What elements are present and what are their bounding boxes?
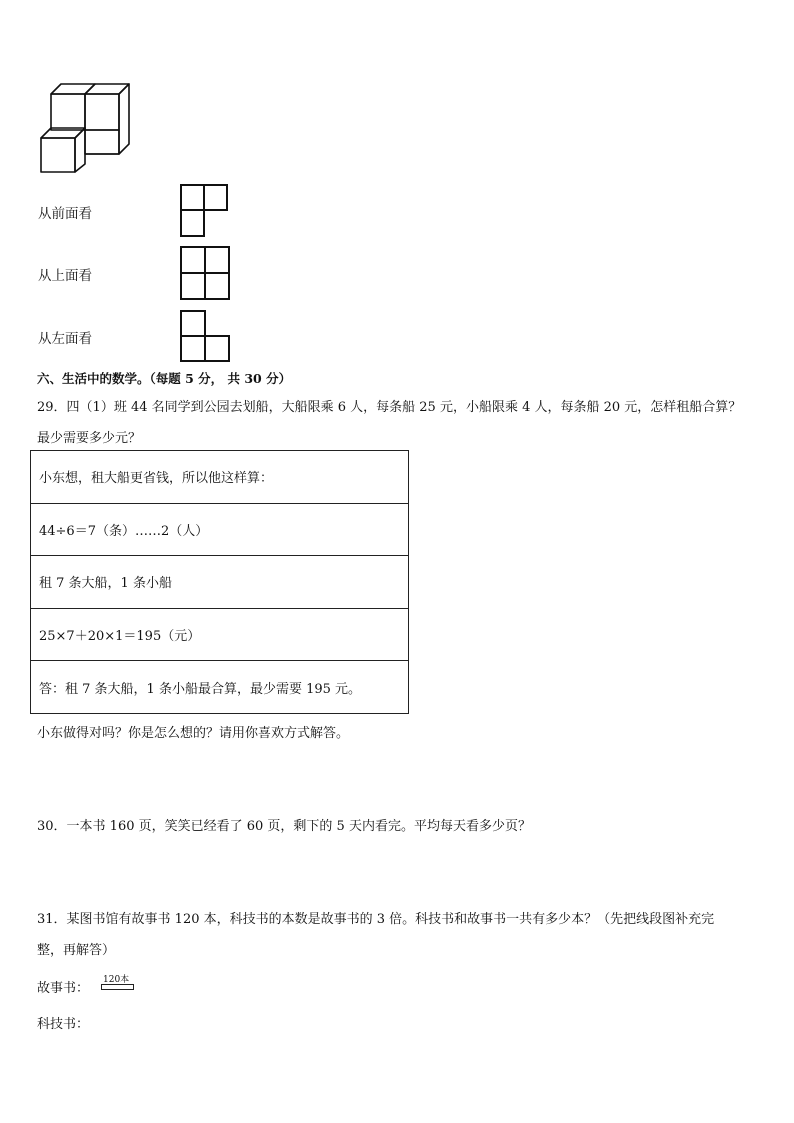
q31-text-line1: 31．某图书馆有故事书 120 本，科技书的本数是故事书的 3 倍。科技书和故事书一共有多少本？（先把线段图补充完: [37, 912, 715, 927]
q29-followup: 小东做得对吗？你是怎么想的？请用你喜欢方式解答。: [37, 726, 350, 741]
section-heading: 六、生活中的数学。（每题 5 分， 共 30 分）: [37, 371, 292, 386]
story-books-label: 故事书：: [37, 981, 90, 996]
story-books-segment: [100, 972, 134, 992]
segment-bar: [101, 984, 134, 990]
segment-value-label: 120本: [103, 975, 130, 985]
table-row: [31, 608, 409, 661]
table-cell: 小东想，租大船更省钱，所以他这样算：: [31, 451, 409, 504]
q31-text-line2: 整，再解答）: [37, 943, 116, 958]
q29-calculation-table: [30, 450, 409, 714]
table-row: [31, 503, 409, 556]
view-label-left: 从左面看: [38, 331, 92, 347]
table-cell: 租 7 条大船，1 条小船: [31, 556, 409, 609]
q29-text-line2: 最少需要多少元？: [37, 431, 142, 446]
top-view-shape: [180, 246, 232, 302]
q29-text-line1: 29．四（1）班 44 名同学到公园去划船，大船限乘 6 人，每条船 25 元，小船限乘 4 人，每条船 20 元，怎样租船合算？: [37, 400, 742, 415]
table-cell: 答：租 7 条大船，1 条小船最合算，最少需要 195 元。: [31, 661, 409, 714]
table-cell: 25×7＋20×1＝195（元）: [31, 608, 409, 661]
front-view-shape: [180, 184, 230, 238]
table-row: [31, 556, 409, 609]
view-label-front: 从前面看: [38, 206, 92, 222]
left-view-shape: [180, 310, 232, 364]
cube-figure: [38, 80, 133, 175]
view-label-top: 从上面看: [38, 268, 92, 284]
table-row: [31, 451, 409, 504]
science-books-label: 科技书：: [37, 1017, 90, 1032]
table-cell: 44÷6＝7（条）……2（人）: [31, 503, 409, 556]
q30-text: 30．一本书 160 页，笑笑已经看了 60 页，剩下的 5 天内看完。平均每天看多少页？: [37, 819, 531, 834]
table-row: [31, 661, 409, 714]
